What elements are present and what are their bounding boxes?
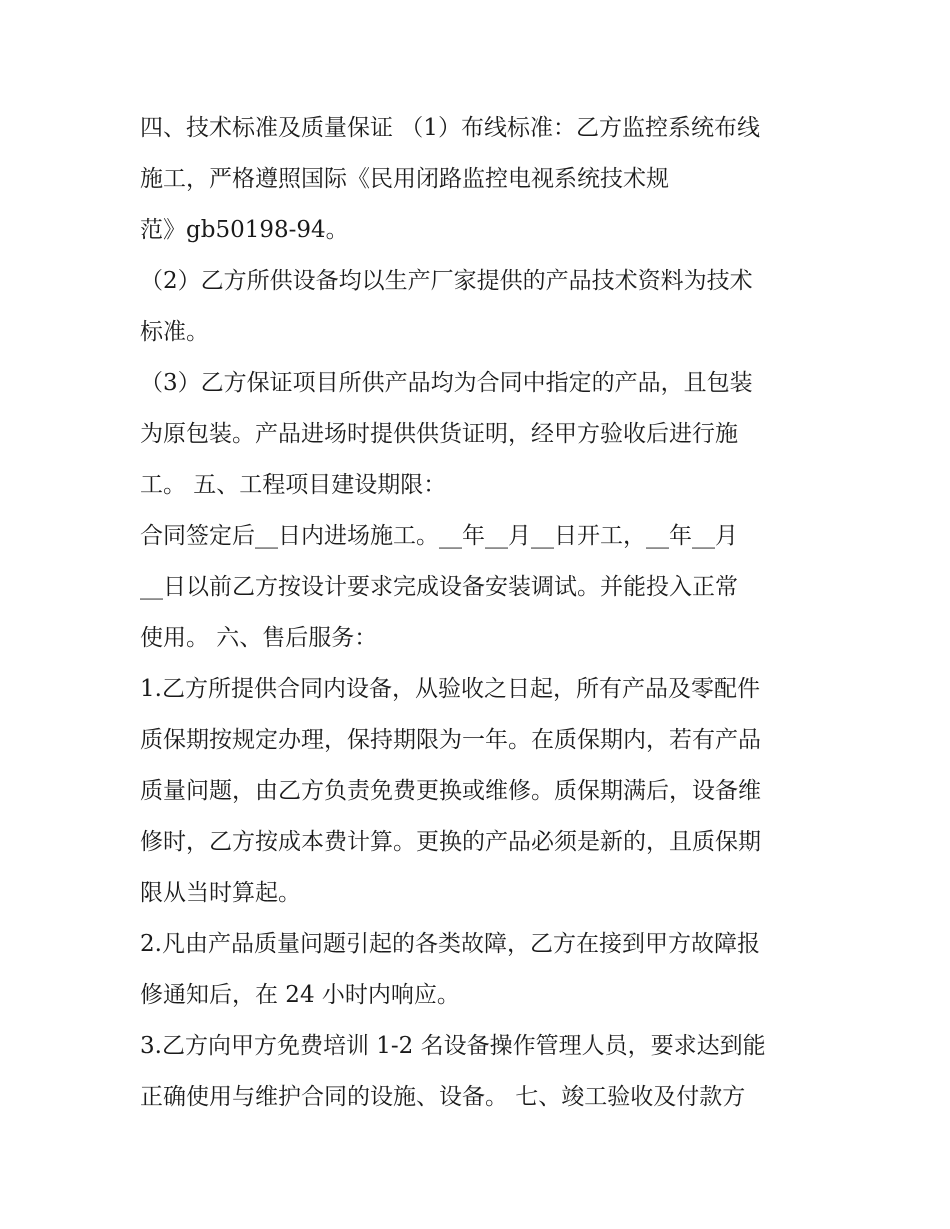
text-line: 3.乙方向甲方免费培训 1-2 名设备操作管理人员，要求达到能: [140, 1033, 766, 1059]
text-line: 2.凡由产品质量问题引起的各类故障，乙方在接到甲方故障报: [140, 931, 760, 957]
document-body: [140, 103, 840, 1123]
text-line: 修通知后，在 24 小时内响应。: [140, 982, 460, 1008]
text-line: 1.乙方所提供合同内设备，从验收之日起，所有产品及零配件: [140, 676, 760, 702]
text-line: 施工，严格遵照国际《民用闭路监控电视系统技术规: [140, 166, 669, 192]
text-line: 范》gb50198-94。: [140, 217, 349, 243]
text-line: 合同签定后__日内进场施工。__年__月__日开工，__年__月: [140, 523, 738, 549]
text-line: （2）乙方所供设备均以生产厂家提供的产品技术资料为技术: [140, 268, 753, 294]
text-line: 限从当时算起。: [140, 880, 301, 906]
text-line: 标准。: [140, 319, 209, 345]
text-line: 工。 五、工程项目建设期限：: [140, 472, 447, 498]
text-line: __日以前乙方按设计要求完成设备安装调试。并能投入正常: [140, 574, 738, 600]
text-line: （3）乙方保证项目所供产品均为合同中指定的产品，且包装: [140, 370, 753, 396]
text-line: 正确使用与维护合同的设施、设备。 七、竣工验收及付款方: [140, 1084, 746, 1110]
text-line: 为原包装。产品进场时提供供货证明，经甲方验收后进行施: [140, 421, 738, 447]
text-line: 使用。 六、售后服务：: [140, 625, 378, 651]
text-line: 修时，乙方按成本费计算。更换的产品必须是新的，且质保期: [140, 829, 761, 855]
text-line: 质量问题，由乙方负责免费更换或维修。质保期满后，设备维: [140, 778, 761, 804]
text-line: 四、技术标准及质量保证 （1）布线标准：乙方监控系统布线: [140, 115, 760, 141]
text-line: 质保期按规定办理，保持期限为一年。在质保期内，若有产品: [140, 727, 761, 753]
